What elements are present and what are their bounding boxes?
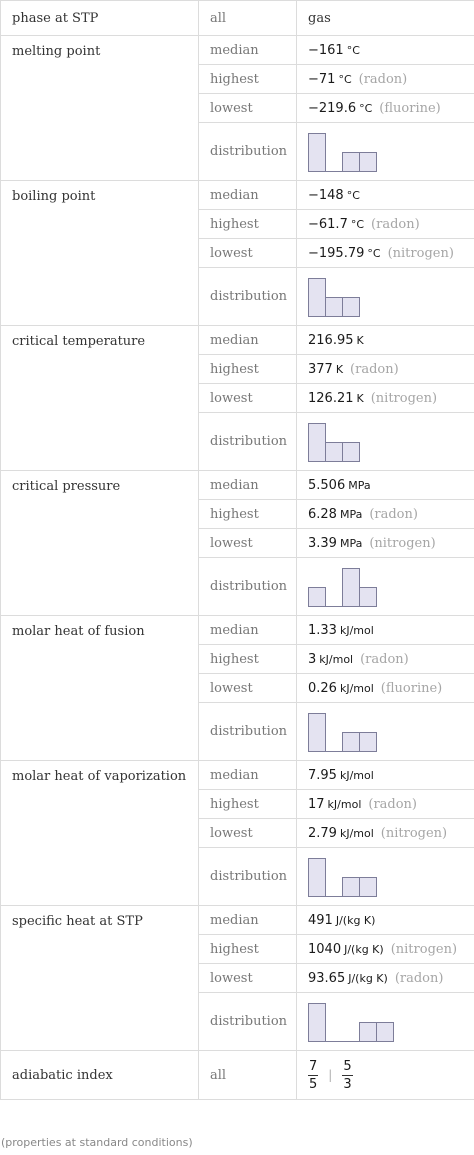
fraction-numerator: 7 [309, 1058, 318, 1074]
value-unit: kJ/mol [339, 826, 374, 840]
stat-label: distribution [199, 993, 297, 1051]
stat-label: distribution [199, 413, 297, 471]
distribution-histogram [308, 856, 378, 898]
stat-value [297, 65, 474, 94]
property-label: phase at STP [1, 1, 199, 36]
stat-value [297, 935, 474, 964]
value-unit: °C [359, 101, 373, 115]
stat-value [297, 181, 474, 210]
histogram-bar [343, 297, 360, 316]
value-number: −61.7 [308, 216, 348, 232]
histogram-bar [343, 877, 360, 896]
value-number: 7.95 [308, 767, 337, 783]
property-label: critical temperature [1, 326, 199, 471]
value-number: 0.26 [308, 680, 337, 696]
value-unit: °C [338, 72, 352, 86]
stat-value [297, 558, 474, 616]
distribution-histogram [308, 131, 378, 173]
value-unit: K [356, 333, 364, 347]
value-note: (fluorine) [380, 680, 443, 696]
value-unit: J/(kg K) [348, 971, 388, 985]
stat-label: all [199, 1051, 297, 1100]
property-row [1, 616, 474, 645]
stat-label: distribution [199, 123, 297, 181]
value-separator: | [328, 1068, 333, 1082]
fraction-denominator: 3 [343, 1076, 352, 1092]
fraction-value [308, 1058, 318, 1093]
stat-value [297, 703, 474, 761]
value-note: (radon) [360, 651, 409, 667]
stat-label: median [199, 761, 297, 790]
property-row [1, 906, 474, 935]
stat-label: distribution [199, 703, 297, 761]
histogram-bar [360, 152, 377, 171]
histogram-bar [360, 587, 377, 606]
value-note: (nitrogen) [370, 390, 438, 406]
distribution-histogram [308, 1001, 395, 1043]
stat-label: median [199, 326, 297, 355]
value-number: 126.21 [308, 390, 354, 406]
stat-value [297, 94, 474, 123]
stat-value [297, 384, 474, 413]
stat-label: highest [199, 355, 297, 384]
stat-label: lowest [199, 964, 297, 993]
value-note: (radon) [394, 970, 444, 986]
histogram-bar [309, 133, 326, 171]
histogram-bar [309, 423, 326, 461]
stat-value [297, 326, 474, 355]
stat-value [297, 355, 474, 384]
stat-label: lowest [199, 384, 297, 413]
stat-label: median [199, 616, 297, 645]
property-label: adiabatic index [1, 1051, 199, 1100]
property-label: critical pressure [1, 471, 199, 616]
value-unit: kJ/mol [339, 623, 374, 637]
value-note: (radon) [369, 506, 418, 522]
value-unit: K [356, 391, 364, 405]
stat-label: distribution [199, 268, 297, 326]
stat-label: all [199, 1, 297, 36]
stat-label: lowest [199, 239, 297, 268]
stat-value [297, 471, 474, 500]
distribution-histogram [308, 276, 361, 318]
histogram-bar [343, 732, 360, 751]
fraction-value [342, 1058, 352, 1093]
stat-label: median [199, 471, 297, 500]
value-number: 491 [308, 912, 333, 928]
property-label: molar heat of fusion [1, 616, 199, 761]
distribution-histogram [308, 711, 378, 753]
stat-value [297, 36, 474, 65]
value-unit: K [335, 362, 344, 376]
value-unit: J/(kg K) [335, 913, 376, 927]
value-number: 93.65 [308, 970, 346, 986]
value-unit: J/(kg K) [344, 942, 384, 956]
stat-label: lowest [199, 819, 297, 848]
stat-value [297, 239, 474, 268]
value-number: 6.28 [308, 506, 337, 522]
value-unit: MPa [339, 507, 363, 521]
stat-value [297, 674, 474, 703]
stat-value [297, 529, 474, 558]
value-number: 3.39 [308, 535, 337, 551]
property-row [1, 181, 474, 210]
histogram-bar [309, 858, 326, 896]
stat-label: lowest [199, 674, 297, 703]
property-label: specific heat at STP [1, 906, 199, 1051]
stat-label: highest [199, 645, 297, 674]
value-number: 5.506 [308, 477, 346, 493]
property-row [1, 326, 474, 355]
value-number: 377 [308, 361, 333, 377]
fraction-numerator: 5 [343, 1058, 352, 1074]
adiabatic-row [1, 1051, 474, 1100]
histogram-bar [326, 442, 343, 461]
stat-value [297, 645, 474, 674]
histogram-bar [326, 297, 343, 316]
stat-label: median [199, 906, 297, 935]
histogram-bar [360, 877, 377, 896]
adiabatic-values [297, 1051, 474, 1100]
histogram-bar [360, 1022, 377, 1041]
fraction-denominator: 5 [309, 1076, 318, 1092]
histogram-bar [309, 713, 326, 751]
stat-label: highest [199, 790, 297, 819]
value-number: 1.33 [308, 622, 337, 638]
histogram-bar [343, 152, 360, 171]
histogram-bar [377, 1022, 394, 1041]
stat-label: distribution [199, 558, 297, 616]
value-note: (nitrogen) [387, 245, 454, 261]
stat-label: highest [199, 500, 297, 529]
stat-label: distribution [199, 848, 297, 906]
stat-label: highest [199, 65, 297, 94]
stat-value [297, 500, 474, 529]
value-unit: MPa [348, 478, 371, 492]
histogram-bar [360, 732, 377, 751]
value-unit: °C [367, 246, 381, 260]
value-number: −219.6 [308, 100, 357, 116]
histogram-bar [309, 1003, 326, 1041]
distribution-histogram [308, 566, 378, 608]
value-unit: kJ/mol [339, 681, 374, 695]
value-unit: °C [346, 43, 360, 57]
histogram-bar [309, 278, 326, 316]
property-row [1, 471, 474, 500]
stat-value [297, 761, 474, 790]
value-unit: °C [350, 217, 365, 231]
property-label: boiling point [1, 181, 199, 326]
stat-value [297, 964, 474, 993]
value-number: −148 [308, 187, 344, 203]
stat-label: median [199, 181, 297, 210]
stat-value [297, 848, 474, 906]
value-note: (radon) [358, 71, 408, 87]
value-number: −195.79 [308, 245, 365, 261]
value-note: (fluorine) [379, 100, 441, 116]
value-unit: kJ/mol [327, 797, 362, 811]
stat-value [297, 268, 474, 326]
stat-label: lowest [199, 529, 297, 558]
histogram-bar [309, 587, 326, 606]
phase-value: gas [297, 1, 474, 36]
stat-label: lowest [199, 94, 297, 123]
value-unit: MPa [339, 536, 363, 550]
footnote: (properties at standard conditions) [1, 1136, 193, 1149]
value-unit: kJ/mol [339, 768, 374, 782]
stat-value [297, 819, 474, 848]
stat-value [297, 616, 474, 645]
value-note: (nitrogen) [390, 941, 458, 957]
stat-label: highest [199, 210, 297, 239]
value-note: (radon) [350, 361, 399, 377]
stat-value [297, 123, 474, 181]
value-unit: °C [346, 188, 360, 202]
value-number: 1040 [308, 941, 342, 957]
distribution-histogram [308, 421, 361, 463]
histogram-bar [343, 442, 360, 461]
stat-label: median [199, 36, 297, 65]
stat-value [297, 906, 474, 935]
value-note: (radon) [368, 796, 418, 812]
header-row [1, 1, 474, 36]
value-number: −161 [308, 42, 344, 58]
stat-value [297, 993, 474, 1051]
value-note: (radon) [371, 216, 420, 232]
stat-value [297, 413, 474, 471]
histogram-bar [343, 568, 360, 606]
property-row [1, 761, 474, 790]
property-label: melting point [1, 36, 199, 181]
value-number: 3 [308, 651, 317, 667]
property-label: molar heat of vaporization [1, 761, 199, 906]
stat-value [297, 210, 474, 239]
value-number: 17 [308, 796, 325, 812]
value-number: 2.79 [308, 825, 337, 841]
property-row [1, 36, 474, 65]
value-number: −71 [308, 71, 336, 87]
value-unit: kJ/mol [319, 652, 354, 666]
value-number: 216.95 [308, 332, 354, 348]
value-note: (nitrogen) [369, 535, 436, 551]
stat-value [297, 790, 474, 819]
stat-label: highest [199, 935, 297, 964]
value-note: (nitrogen) [380, 825, 448, 841]
